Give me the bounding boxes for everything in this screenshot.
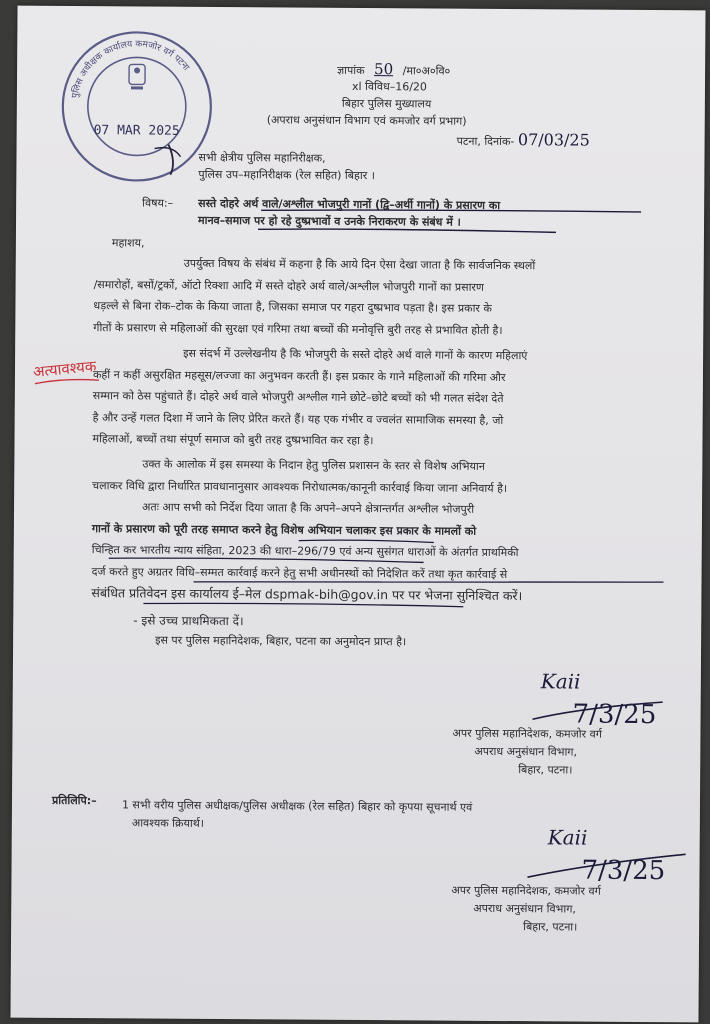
letter-page xyxy=(10,6,705,1023)
memo-number: ज्ञापांक 50 /मा०अ०वि० xyxy=(337,60,451,79)
margin-note: अत्यावश्यक xyxy=(32,356,98,381)
salutation: महाशय, xyxy=(111,236,145,250)
stamp-date: 07 MAR 2025 xyxy=(93,123,180,139)
copy-line-1: 1 सभी वरीय पुलिस अधीक्षक/पुलिस अधीक्षक (रेल सहित) बिहार को कृपया सूचनार्थ एवं xyxy=(121,798,473,814)
signature-line-3: बिहार, पटना। xyxy=(518,763,573,777)
copy-line-2: आवश्यक क्रियार्थ। xyxy=(131,816,204,830)
signature2-stroke xyxy=(521,845,691,886)
stamp-ring-text: पुलिस अधीक्षक कार्यालय कमजोर वर्ग पटना xyxy=(70,39,191,100)
paragraph-1: उपर्युक्त विषय के संबंध में कहना है कि आये दिन ऐसा देखा जाता है कि सार्वजनिक स्थलों /समारोहों, बसों/ट्रकों, ऑटो रिक्शा आदि में सस्ते दोहरे अर्थ वाले/अश्लील भोजपुरी गानों का प्रसारण धड़ल्ले से बिना रोक–टोक के किया जाता है, जिसका समाज पर गहरा दुष्प्रभाव पड़ता है। इस प्रकार के गीतों के प्रसारण से महिलाओं की सुरक्षा एवं गरिमा तथा बच्चों की मनोवृत्ति बुरी तरह से प्रभावित होती है। xyxy=(93,256,536,337)
signature2-line-2: अपराध अनुसंधान विभाग, xyxy=(473,901,576,916)
emblem-icon xyxy=(129,64,145,89)
priority-note: - इसे उच्च प्राथमिकता दें। xyxy=(133,613,244,629)
copy-label: प्रतिलिपि:– xyxy=(51,793,97,808)
paragraph-underlines xyxy=(103,534,664,618)
signature-stroke xyxy=(523,689,673,730)
paragraph-2: इस संदर्भ में उल्लेखनीय है कि भोजपुरी के सस्ते दोहरे अर्थ वाले गानों के कारण महिलाएं कहीं न कहीं असुरक्षित महसूस/लज्जा का अनुभवन करती हैं। इस प्रकार के गाने महिलाओं की गरिमा और सम्मान को ठेस पहुंचाते हैं। दोहरे अर्थ वाले भोजपुरी अश्लील गाने छोटे–छोटे बच्चों को भी गलत संदेश देते है और उन्हें गलत दिशा में जाने के लिए प्रेरित करते हैं। यह एक गंभीर व ज्वलंत सामाजिक समस्या है, जो महिलाओं, बच्चों तथा संपूर्ण समाज को बुरी तरह दुष्प्रभावित कर रहा है। xyxy=(92,346,528,448)
signature-date: 7/3/25 xyxy=(572,699,657,731)
subject-label: विषय:– xyxy=(142,196,174,210)
subject-underline xyxy=(256,207,646,240)
signature-line-1: अपर पुलिस महानिदेशक, कमजोर वर्ग xyxy=(452,726,602,741)
signature-initials: Kaii xyxy=(540,669,581,694)
office-stamp xyxy=(56,26,217,187)
paragraph-3: उक्त के आलोक में इस समस्या के निदान हेतु पुलिस प्रशासन के स्तर से विशेष अभियान चलाकर विधि द्वारा निर्धारित प्रावधानानुसार आवश्यक निरोधात्मक/कानूनी कार्रवाई किया जाना अनिवार्य है। xyxy=(92,457,508,495)
recipient-line-1: सभी क्षेत्रीय पुलिस महानिरीक्षक, xyxy=(198,150,326,165)
signature2-line-3: बिहार, पटना। xyxy=(523,920,578,934)
file-number: xl विविध–16/20 xyxy=(351,79,427,94)
signature2-initials: Kaii xyxy=(547,825,588,850)
subject-line-2: मानव–समाज पर हो रहे दुष्प्रभावों व उनके निराकरण के संबंध में । xyxy=(198,213,461,229)
approval-note: इस पर पुलिस महानिदेशक, बिहार, पटना का अनुमोदन प्राप्त है। xyxy=(155,633,407,649)
subject-line-1: सस्ते दोहरे अर्थ वाले/अश्लील भोजपुरी गानों (द्वि–अर्थी गानों) के प्रसारण का xyxy=(198,196,501,212)
place-date: पटना, दिनांक- 07/03/25 xyxy=(456,130,590,150)
signature2-date: 7/3/25 xyxy=(581,855,666,887)
recipient-line-2: पुलिस उप–महानिरीक्षक (रेल सहित) बिहार । xyxy=(198,167,375,183)
paragraph-4: अतः आप सभी को निर्देश दिया जाता है कि अपने–अपने क्षेत्रान्तर्गत अश्लील भोजपुरी गानों के प्रसारण को पूरी तरह समाप्त करने हेतु विशेष अभियान चलाकर इस प्रकार के मामलों को चिन्हित कर भारतीय न्याय संहिता, 2023 की धारा–296/79 एवं अन्य सुसंगत धाराओं के अंतर्गत प्राथमिकी दर्ज करते हुए अग्रतर विधि–सम्मत कार्रवाई करने हेतु सभी अधीनस्थों को निदेशित करें तथा कृत कार्रवाई से संबंधित प्रतिवेदन इस कार्यालय ई–मेल dspmak-bih@gov.in पर पर भेजना सुनिश्चित करें। xyxy=(91,500,523,604)
department-name: (अपराध अनुसंधान विभाग एवं कमजोर वर्ग प्रभाग) xyxy=(266,113,467,128)
office-name: बिहार पुलिस मुख्यालय xyxy=(341,96,432,111)
signature-line-2: अपराध अनुसंधान विभाग, xyxy=(474,744,578,759)
signature2-line-1: अपर पुलिस महानिदेशक, कमजोर वर्ग xyxy=(451,883,601,898)
